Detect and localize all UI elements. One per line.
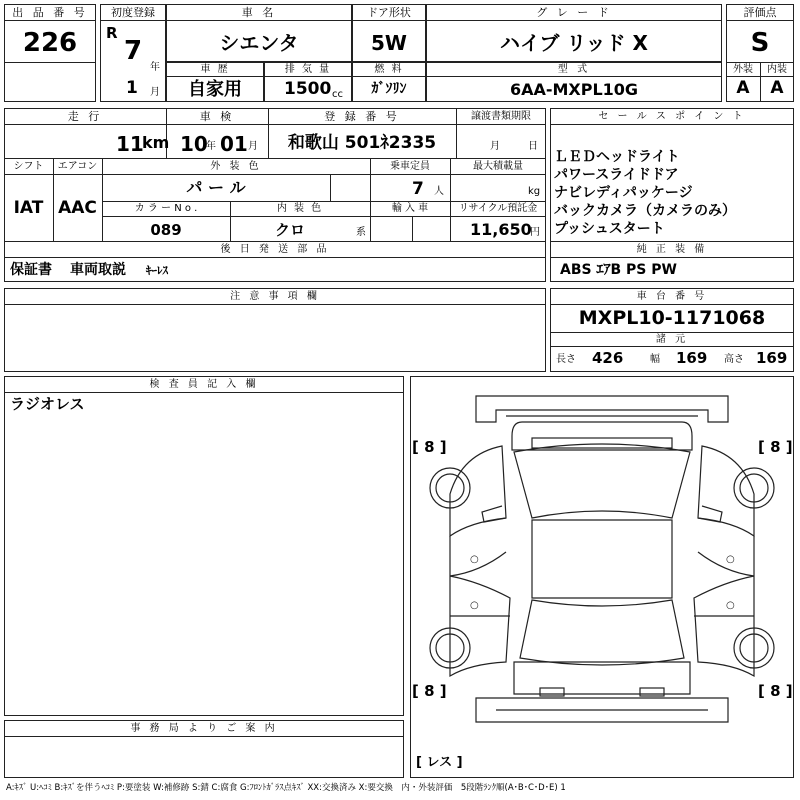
first-reg-label: 初度登録 <box>111 6 155 19</box>
sales-point-item: ナビレディパッケージ <box>554 185 693 201</box>
mileage-label: 走 行 <box>67 110 103 123</box>
history: 自家用 <box>188 79 242 100</box>
svg-text:○: ○ <box>470 600 479 611</box>
transfer-day: 日 <box>528 141 538 152</box>
interior-grade: A <box>770 78 784 98</box>
displacement-label: 排 気 量 <box>284 64 332 75</box>
chassis-number: MXPL10-1171068 <box>578 307 766 329</box>
later-parts-label: 後 日 発 送 部 品 <box>220 244 330 255</box>
mileage-unit: km <box>142 133 170 152</box>
tire-tread-rear-left: [ 8 ] <box>412 682 447 700</box>
ac: AAC <box>58 198 97 218</box>
sales-point-label: セ ー ル ス ポ イ ン ト <box>598 111 746 122</box>
door-type: 5W <box>371 31 407 55</box>
grade-label: グ レ ー ド <box>536 6 612 19</box>
shift: IAT <box>13 198 44 218</box>
inspection-year: 10 <box>180 132 208 156</box>
era: R <box>106 24 118 42</box>
shift-label: シフト <box>13 161 44 172</box>
recycle-fee: 11,650 <box>470 220 532 239</box>
later-part-item: ｷｰﾚｽ <box>146 264 168 277</box>
import-label: 輸 入 車 <box>391 203 429 214</box>
inspection-label: 車 検 <box>199 110 235 123</box>
car-name: シエンタ <box>219 31 299 55</box>
inspection-year-unit: 年 <box>206 141 216 152</box>
svg-text:○: ○ <box>726 554 735 565</box>
door-label: ドア形状 <box>367 6 411 19</box>
color-no-label: カ ラ ー N o . <box>134 203 198 214</box>
inspection-month-unit: 月 <box>248 141 258 152</box>
sales-point-item: バックカメラ（カメラのみ） <box>554 203 736 219</box>
max-load-unit: kg <box>528 186 541 197</box>
grade: ハイブ リッド X <box>500 31 648 55</box>
displacement: 1500 <box>284 79 332 99</box>
fuel: ｶﾞｿﾘﾝ <box>371 81 407 97</box>
length-label: 長さ <box>556 354 576 365</box>
dims-label: 諸 元 <box>655 334 689 345</box>
displacement-unit: cc <box>332 89 343 100</box>
model: 6AA-MXPL10G <box>509 80 639 99</box>
ac-label: エアコン <box>57 161 98 172</box>
reg-year-unit: 年 <box>150 62 160 73</box>
tire-tread-front-right: [ 8 ] <box>758 438 793 456</box>
width-label: 幅 <box>650 354 660 365</box>
car-diagram <box>410 376 794 778</box>
interior-label: 内装 <box>767 64 787 75</box>
inspector-text: ラジオレス <box>10 395 85 413</box>
transfer-label: 譲渡書類期限 <box>471 111 531 122</box>
capacity-label: 乗車定員 <box>390 161 430 172</box>
reg-month-unit: 月 <box>150 87 160 98</box>
ext-color-label: 外 装 色 <box>210 161 262 172</box>
width: 169 <box>676 349 708 367</box>
score-label: 評価点 <box>743 6 777 19</box>
tire-tread-front-left: [ 8 ] <box>412 438 447 456</box>
plate-number: 和歌山 501ﾈ2335 <box>287 133 437 153</box>
reg-year: 7 <box>124 36 143 66</box>
later-part-item: 保証書 <box>10 262 52 278</box>
max-load-label: 最大積載量 <box>473 161 523 172</box>
sales-point-item: ＬＥＤヘッドライト <box>554 149 680 165</box>
score: S <box>750 28 770 58</box>
legend: A:ｷｽﾞ U:ﾍｺﾐ B:ｷｽﾞを伴うﾍｺﾐ P:要塗装 W:補修跡 S:錆 C:腐食 G:ﾌﾛﾝﾄｶﾞﾗｽ点ｷｽﾞ XX:交換済み X:要交換 内・外装評価 5段階ﾗﾝｸ順(A･B･C･D･E) 1 <box>6 783 566 793</box>
recycle-unit: 円 <box>530 227 540 238</box>
svg-text:○: ○ <box>470 554 479 565</box>
transfer-month: 月 <box>490 141 500 152</box>
history-label: 車 歴 <box>200 64 230 75</box>
height: 169 <box>756 349 788 367</box>
diagram-note: [ レス ] <box>416 755 463 770</box>
ext-color: パ ー ル <box>186 178 246 197</box>
int-color-label: 内 装 色 <box>276 203 324 214</box>
length: 426 <box>592 349 624 367</box>
car-name-label: 車 名 <box>241 6 277 19</box>
exterior-grade: A <box>736 78 750 98</box>
int-color-unit: 系 <box>356 227 366 238</box>
svg-text:○: ○ <box>726 600 735 611</box>
plate-label: 登 録 番 号 <box>324 110 400 123</box>
height-label: 高さ <box>724 354 744 365</box>
office-label: 事 務 局 よ り ご 案 内 <box>130 723 278 734</box>
mileage: 11 <box>116 132 144 156</box>
equipment: ABS ｴｱB PS PW <box>560 262 677 278</box>
inspector-label: 検 査 員 記 入 欄 <box>149 379 259 390</box>
model-label: 型 式 <box>557 64 591 75</box>
chassis-label: 車 台 番 号 <box>636 291 708 302</box>
int-color: クロ <box>274 221 305 239</box>
equipment-label: 純 正 装 備 <box>636 244 708 255</box>
inspector-box <box>4 376 404 716</box>
sales-point-item: プッシュスタート <box>554 221 665 237</box>
fuel-label: 燃 料 <box>374 64 404 75</box>
capacity: 7 <box>412 179 424 199</box>
lot-number: 226 <box>22 28 78 58</box>
tire-tread-rear-right: [ 8 ] <box>758 682 793 700</box>
exterior-label: 外装 <box>733 64 753 75</box>
notes-label: 注 意 事 項 欄 <box>230 291 320 302</box>
capacity-unit: 人 <box>434 186 444 197</box>
later-part-item: 車両取説 <box>70 262 126 278</box>
color-no: 089 <box>150 221 182 239</box>
reg-month: 1 <box>126 78 138 98</box>
lot-label: 出 品 番 号 <box>12 6 88 19</box>
recycle-label: リサイクル預託金 <box>458 203 538 214</box>
sales-point-item: パワースライドドア <box>554 167 679 183</box>
inspection-month: 01 <box>220 132 248 156</box>
